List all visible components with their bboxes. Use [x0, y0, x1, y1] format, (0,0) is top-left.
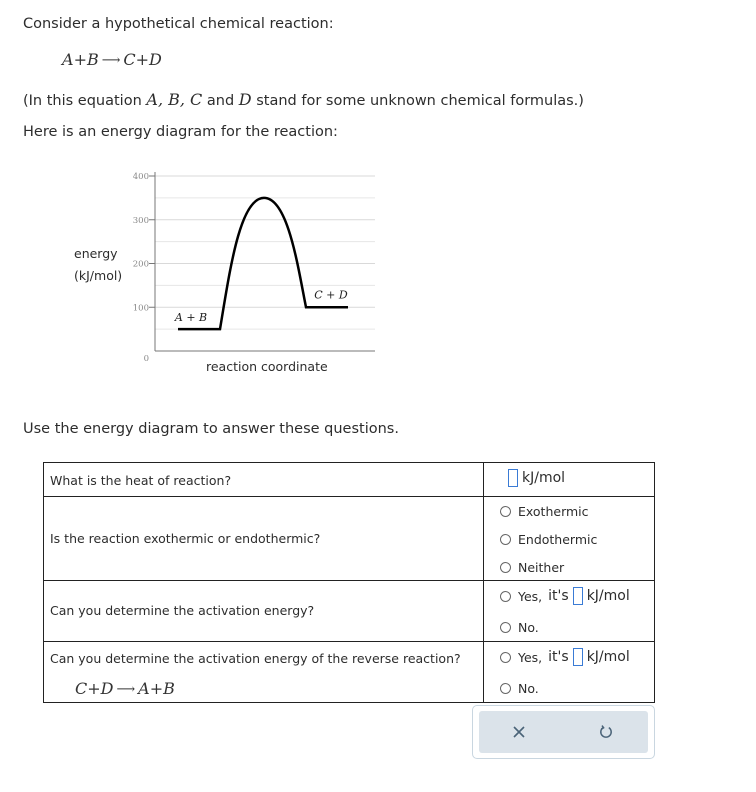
- y-axis-label-line1: energy: [74, 246, 118, 261]
- rev-plus-1: +: [87, 679, 101, 698]
- rev-d: D: [100, 679, 114, 698]
- close-icon: [512, 725, 526, 739]
- reverse-unit: kJ/mol: [586, 649, 630, 665]
- option-reverse-yes[interactable]: [500, 648, 630, 666]
- note-var-d: D: [238, 90, 252, 109]
- heat-input[interactable]: [508, 469, 518, 487]
- y-tick-label-100: 100: [132, 303, 149, 314]
- rev-c: C: [75, 679, 88, 698]
- radio-activation-yes[interactable]: [500, 591, 511, 602]
- question-thermic-text: Is the reaction exothermic or endothermic?: [50, 531, 321, 546]
- option-exothermic-label: Exothermic: [518, 504, 589, 519]
- activation-yes-label: Yes,: [518, 588, 543, 604]
- option-activation-yes[interactable]: [500, 587, 630, 605]
- eq-reactant-b: B: [86, 50, 99, 69]
- undo-button[interactable]: [566, 711, 646, 753]
- reaction-equation: [62, 50, 162, 69]
- question-row-reverse: [44, 641, 654, 703]
- radio-exothermic[interactable]: [500, 506, 511, 517]
- question-activation-text: Can you determine the activation energy?: [50, 603, 315, 618]
- intro-line: Consider a hypothetical chemical reaction:: [23, 16, 334, 32]
- question-reverse-text: Can you determine the activation energy of the reverse reaction?: [50, 651, 461, 666]
- y-tick-label-400: 400: [132, 172, 149, 182]
- diagram-intro: Here is an energy diagram for the reaction:: [23, 124, 338, 140]
- question-row-heat: [44, 463, 654, 496]
- reactants-label: A + B: [174, 311, 208, 325]
- action-panel: [472, 705, 655, 759]
- x-axis-label: reaction coordinate: [206, 359, 328, 374]
- eq-product-c: C: [123, 50, 136, 69]
- reverse-equation: [75, 679, 175, 698]
- rev-a: A: [138, 679, 150, 698]
- option-neither-label: Neither: [518, 560, 565, 575]
- note-vars: A, B, C: [146, 90, 203, 109]
- radio-activation-no[interactable]: [500, 622, 511, 633]
- equation-note: [23, 90, 584, 109]
- eq-reactant-a: A: [62, 50, 74, 69]
- rev-arrow-icon: ⟶: [116, 682, 136, 697]
- note-and: and: [202, 93, 239, 109]
- option-endothermic-label: Endothermic: [518, 532, 598, 547]
- reverse-yes-label: Yes,: [518, 649, 543, 665]
- note-suffix: stand for some unknown chemical formulas.): [251, 93, 584, 109]
- eq-arrow-icon: ⟶: [101, 53, 121, 68]
- option-activation-no[interactable]: [500, 620, 539, 635]
- option-endothermic[interactable]: [500, 532, 597, 547]
- radio-neither[interactable]: [500, 562, 511, 573]
- question-row-thermic: [44, 496, 654, 580]
- note-prefix: (In this equation: [23, 93, 147, 109]
- energy-chart-svg: [0, 160, 420, 390]
- activation-no-label: No.: [518, 620, 539, 635]
- y-tick-label-200: 200: [132, 259, 149, 270]
- undo-icon: [598, 724, 614, 740]
- rev-b: B: [163, 679, 175, 698]
- question-row-activation: [44, 580, 654, 641]
- products-label: C + D: [314, 288, 348, 302]
- y-axis-label-line2: (kJ/mol): [74, 268, 123, 283]
- activation-unit: kJ/mol: [586, 588, 630, 604]
- eq-plus-1: +: [73, 50, 87, 69]
- activation-input[interactable]: [573, 587, 583, 605]
- option-neither[interactable]: [500, 560, 564, 575]
- question-heat-text: What is the heat of reaction?: [50, 473, 232, 488]
- y-tick-label-0: 0: [143, 354, 149, 364]
- instructions: Use the energy diagram to answer these questions.: [23, 421, 399, 437]
- option-reverse-no[interactable]: [500, 681, 539, 696]
- rev-plus-2: +: [149, 679, 164, 698]
- y-tick-label-300: 300: [132, 215, 149, 226]
- heat-unit: kJ/mol: [522, 470, 566, 486]
- radio-endothermic[interactable]: [500, 534, 511, 545]
- eq-plus-2: +: [135, 50, 150, 69]
- questions-table: [43, 462, 655, 703]
- radio-reverse-yes[interactable]: [500, 652, 511, 663]
- reverse-its-label: it's: [548, 649, 569, 665]
- eq-product-d: D: [149, 50, 162, 69]
- activation-its-label: it's: [548, 588, 569, 604]
- heat-answer: [504, 469, 565, 487]
- option-exothermic[interactable]: [500, 504, 589, 519]
- clear-button[interactable]: [479, 711, 559, 753]
- energy-diagram: [0, 160, 420, 390]
- radio-reverse-no[interactable]: [500, 683, 511, 694]
- reverse-no-label: No.: [518, 681, 539, 696]
- reverse-input[interactable]: [573, 648, 583, 666]
